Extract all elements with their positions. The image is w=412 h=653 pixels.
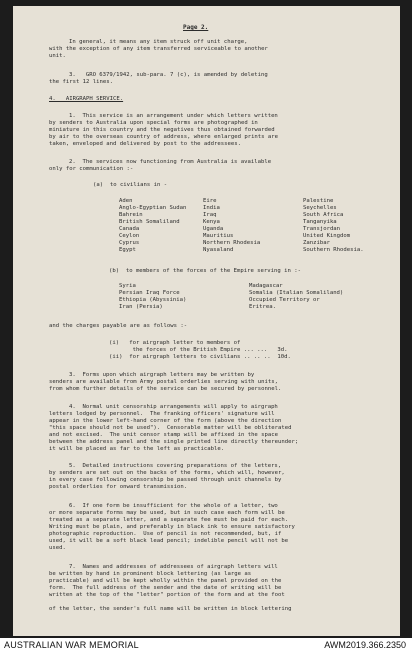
para-4-4-line-2: letters lodged by personnel. The franking officers' signature will: [49, 411, 275, 417]
country: South Africa: [303, 212, 344, 218]
para-4-6-line-1: 6. If one form be insufficient for the whole of a letter, two: [69, 503, 278, 509]
para-4-6-line-6: used, it will be a soft black lead pencil; indelible pencil will not be: [49, 538, 289, 544]
para-3-line-1: 3. GRO 6379/1942, sub-para. 7 (c), is amended by deleting: [69, 72, 268, 78]
catalogue-number: AWM2019.366.2350: [324, 640, 406, 650]
country: Transjordan: [303, 226, 341, 232]
forces-column-2: [249, 283, 343, 311]
country: Egypt: [119, 247, 136, 253]
country: Tanganyika: [303, 219, 337, 225]
intro-line-3: unit.: [49, 53, 66, 59]
para-4-7-line-3: practicable) and will be kept wholly within the panel provided on the: [49, 578, 282, 584]
country: Bahrein: [119, 212, 143, 218]
para-4-6-line-7: used.: [49, 545, 66, 551]
country: Nyasaland: [203, 247, 234, 253]
territory: Iran (Persia): [119, 304, 163, 310]
para-4-1-line-3: miniature in this country and the negatives thus obtained forwarded: [49, 127, 275, 133]
territory: Somalia (Italian Somaliland): [249, 290, 344, 296]
para-4-5-line-2: by senders are set out on the backs of the forms, which will, however,: [49, 470, 285, 476]
country: Uganda: [203, 226, 224, 232]
country: Canada: [119, 226, 140, 232]
country: Southern Rhodesia.: [303, 247, 364, 253]
country: British Somaliland: [119, 219, 180, 225]
para-4-6-line-3: treated as a separate letter, and a separate fee must be paid for each.: [49, 517, 289, 523]
charges-line-3: (ii) for airgraph letters to civilians .. .. .. 10d.: [109, 354, 291, 360]
country: Mauritius: [203, 233, 234, 239]
para-4-4-line-4: "this space should not be used"). Censorable matter will be obliterated: [49, 425, 292, 431]
para-4-7-line-6: of the letter, the sender's full name will be written in block lettering: [49, 606, 292, 612]
para-4-3-line-3: from whom further details of the service can be secured by personnel.: [49, 386, 282, 392]
charges-line-1: (i) for airgraph letter to members of: [109, 340, 241, 346]
forces-column-1: [119, 283, 186, 311]
country: Kenya: [203, 219, 220, 225]
para-4-6-line-5: photographic reproduction. Use of pencil is not recommended, but, if: [49, 531, 282, 537]
countries-column-1: [119, 198, 186, 254]
country: Anglo-Egyptian Sudan: [119, 205, 187, 211]
intro-line-1: In general, it means any item struck off unit charge,: [69, 39, 248, 45]
charges-intro: and the charges payable are as follows :-: [49, 323, 188, 329]
charges-line-2: the forces of the British Empire ... ... 3d.: [109, 347, 288, 353]
territory: Occupied Territory or: [249, 297, 320, 303]
para-4-4-line-3: appear in the lower left-hand corner of the form (above the direction: [49, 418, 282, 424]
country: Palestine: [303, 198, 334, 204]
para-4-2-line-2: only for communication :-: [49, 166, 134, 172]
para-4-7-line-4: form. The full address of the sender and the date of writing will be: [49, 585, 282, 591]
para-4-1-line-2: by senders to Australia upon special forms are photographed in: [49, 120, 258, 126]
country: India: [203, 205, 220, 211]
para-4-1-line-4: by air to the overseas country of address, where enlarged prints are: [49, 134, 279, 140]
country: Cyprus: [119, 240, 140, 246]
para-4-5-line-3: in every case following censorship be passed through unit channels by: [49, 477, 282, 483]
country: Seychelles: [303, 205, 337, 211]
sub-a-label: (a) to civilians in -: [93, 182, 168, 188]
country: Eire: [203, 198, 217, 204]
para-4-3-line-2: senders are available from Army postal orderlies serving with units,: [49, 379, 279, 385]
para-4-1-line-1: 1. This service is an arrangement under which letters written: [69, 113, 278, 119]
para-4-4-line-5: and not excised. The unit censor stamp will be affixed in the space: [49, 432, 279, 438]
country: Zanzibar: [303, 240, 330, 246]
document-page: [13, 6, 400, 636]
para-4-4-line-7: it will be placed as far to the left as practicable.: [49, 446, 225, 452]
territory: Madagascar: [249, 283, 283, 289]
territory: Eritrea.: [249, 304, 276, 310]
territory: Syria: [119, 283, 136, 289]
para-4-4-line-1: 4. Normal unit censorship arrangements will apply to airgraph: [69, 404, 278, 410]
para-4-1-line-5: taken, enveloped and delivered by post to the addressees.: [49, 141, 241, 147]
para-4-3-line-1: 3. Forms upon which airgraph letters may be written by: [69, 372, 255, 378]
para-4-7-line-5: written at the top of the "letter" portion of the form and at the foot: [49, 592, 285, 598]
territory: Persian Iraq Force: [119, 290, 180, 296]
para-4-4-line-6: between the address panel and the single printed line directly thereunder;: [49, 439, 299, 445]
para-4-7-line-2: be written by hand in prominent block lettering (as large as: [49, 571, 252, 577]
archive-name: AUSTRALIAN WAR MEMORIAL: [4, 640, 139, 650]
para-4-7-line-1: 7. Names and addresses of addressees of airgraph letters will: [69, 564, 278, 570]
territory: Ethiopia (Abyssinia): [119, 297, 187, 303]
section-4-heading: 4. AIRGRAPH SERVICE.: [49, 96, 124, 102]
country: Northern Rhodesia: [203, 240, 261, 246]
countries-column-2: [203, 198, 260, 254]
para-4-5-line-1: 5. Detailed instructions covering preparations of the letters,: [69, 463, 282, 469]
para-4-6-line-4: Writing must be plain, and preferably in black ink to ensure satisfactory: [49, 524, 295, 530]
countries-column-3: [303, 198, 364, 254]
para-4-5-line-4: postal orderlies for onward transmission.: [49, 484, 188, 490]
para-4-6-line-2: or more separate forms may be used, but in such case each form will be: [49, 510, 285, 516]
country: Iraq: [203, 212, 217, 218]
page-title: Page 2.: [183, 24, 209, 31]
country: Aden: [119, 198, 133, 204]
archive-caption-bar: [0, 638, 412, 653]
sub-b-label: (b) to members of the forces of the Empire serving in :-: [109, 268, 301, 274]
para-4-2-line-1: 2. The services now functioning from Australia is available: [69, 159, 272, 165]
country: United Kingdom: [303, 233, 351, 239]
country: Ceylon: [119, 233, 140, 239]
intro-line-2: with the exception of any item transferred serviceable to another: [49, 46, 268, 52]
para-3-line-2: the first 12 lines.: [49, 79, 113, 85]
